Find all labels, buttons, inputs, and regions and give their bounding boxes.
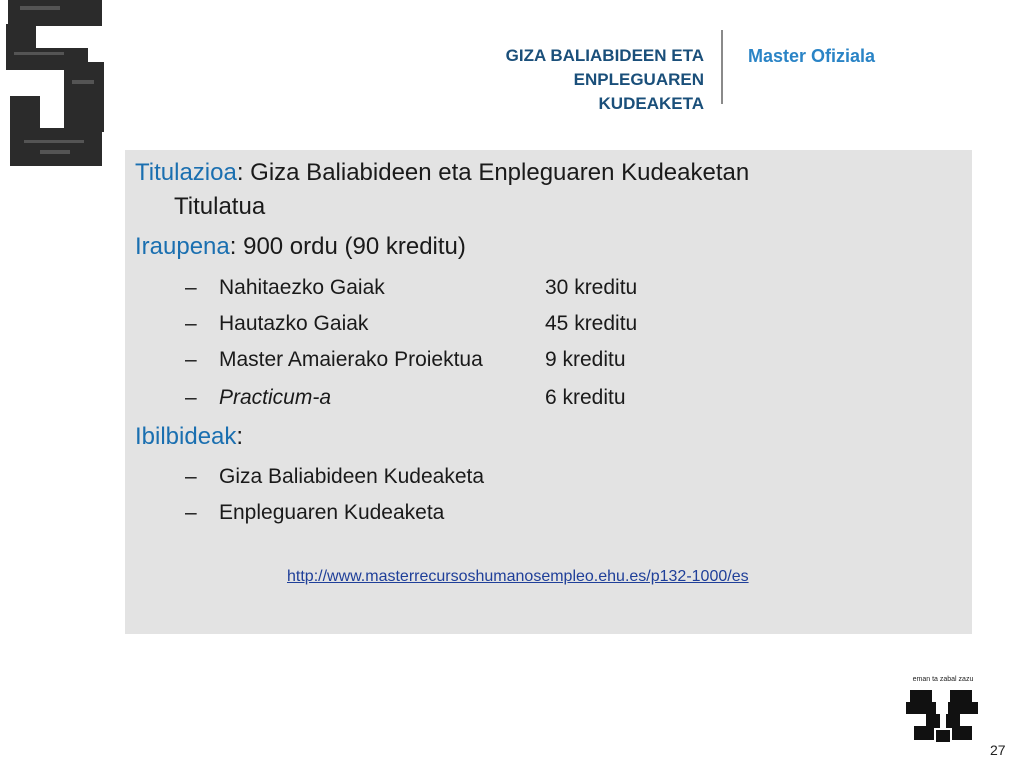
titulazioa-value: Giza Baliabideen eta Enpleguaren Kudeaketan (243, 159, 750, 186)
path-name: Giza Baliabideen Kudeaketa (219, 465, 485, 488)
content-panel (125, 150, 972, 634)
university-logo (904, 676, 982, 742)
decorative-brush-numeral (0, 0, 110, 180)
university-emblem-icon (904, 686, 982, 744)
iraupena-value: 900 ordu (90 kreditu) (236, 233, 466, 260)
dash-bullet: – (185, 386, 197, 409)
dash-bullet: – (185, 276, 197, 299)
course-credits: 45 kreditu (545, 312, 638, 335)
iraupena-label: Iraupena (135, 233, 230, 260)
logo-motto: eman ta zabal zazu (912, 676, 974, 683)
course-credits: 6 kreditu (545, 386, 626, 409)
titulazioa-item (135, 156, 935, 224)
ibilbideak-label: Ibilbideak (135, 423, 237, 450)
titulazioa-sep: : (236, 159, 244, 186)
course-credits: 9 kreditu (545, 348, 626, 371)
titulazioa-value-continued: Titulatua (174, 193, 266, 220)
course-credits: 30 kreditu (545, 276, 638, 299)
dash-bullet: – (185, 348, 197, 371)
path-name: Enpleguaren Kudeaketa (219, 501, 445, 524)
course-name: Practicum-a (219, 386, 332, 409)
header-title-line: ENPLEGUAREN (573, 70, 704, 89)
dash-bullet: – (185, 465, 197, 488)
dash-bullet: – (185, 501, 197, 524)
iraupena-sep: : (229, 233, 237, 260)
header-subtitle: Master Ofiziala (748, 46, 876, 66)
header-divider (721, 30, 723, 104)
ibilbideak-sep: : (236, 423, 244, 450)
master-website-link[interactable]: http://www.masterrecursoshumanosempleo.ehu.es/p132-1000/es (287, 568, 749, 585)
dash-bullet: – (185, 312, 197, 335)
page-number: 27 (990, 742, 1006, 758)
iraupena-item (135, 230, 466, 264)
header-title-line: GIZA BALIABIDEEN ETA (505, 46, 704, 65)
header-title-line: KUDEAKETA (598, 94, 704, 113)
header-title (420, 44, 704, 116)
titulazioa-label: Titulazioa (135, 159, 237, 186)
course-name: Hautazko Gaiak (219, 312, 369, 335)
ibilbideak-item (135, 420, 243, 454)
course-name: Nahitaezko Gaiak (219, 276, 385, 299)
course-name: Master Amaierako Proiektua (219, 348, 483, 371)
